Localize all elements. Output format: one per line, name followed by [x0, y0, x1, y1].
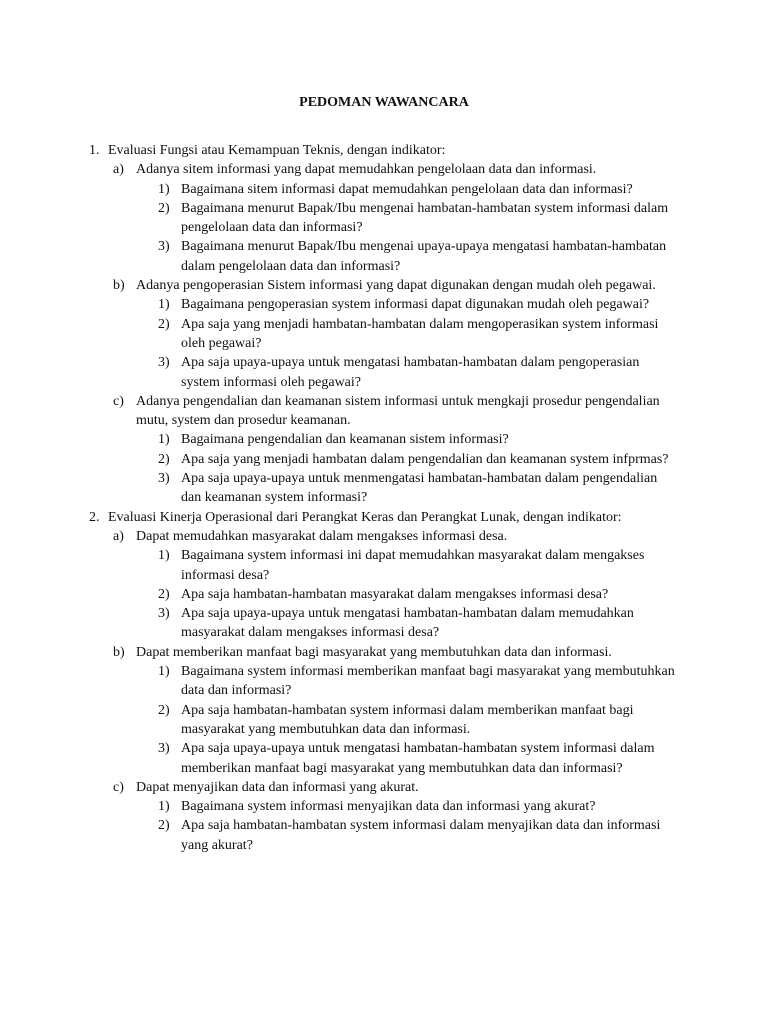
- section-number: 1.: [89, 143, 100, 158]
- question-item: [0, 237, 768, 276]
- question-text: Bagaimana pengendalian dan keamanan sistem informasi?: [181, 432, 509, 448]
- question-item: [0, 739, 768, 778]
- question-item: [0, 295, 768, 314]
- indicator-letter: c): [113, 779, 124, 795]
- question-text: Apa saja upaya-upaya untuk mengatasi hambatan-hambatan system informasi dalam memberikan manfaat bagi masyarakat yang membutuhkan data dan informasi?: [181, 741, 655, 776]
- indicator-item: [0, 527, 768, 546]
- question-item: [0, 430, 768, 449]
- question-number: 1): [158, 548, 170, 564]
- indicator-item: [0, 778, 768, 797]
- section-item: [0, 141, 768, 160]
- question-text: Bagaimana system informasi ini dapat memudahkan masyarakat dalam mengakses informasi desa?: [181, 548, 645, 583]
- question-item: [0, 662, 768, 701]
- question-text: Apa saja upaya-upaya untuk mengatasi hambatan-hambatan dalam memudahkan masyarakat dalam mengakses informasi desa?: [181, 606, 634, 641]
- question-number: 1): [158, 664, 170, 680]
- indicator-text: Adanya pengoperasian Sistem informasi yang dapat digunakan dengan mudah oleh pegawai.: [136, 278, 656, 294]
- question-text: Apa saja yang menjadi hambatan-hambatan dalam mengoperasikan system informasi oleh pegawai?: [181, 316, 659, 351]
- question-text: Apa saja yang menjadi hambatan dalam pengendalian dan keamanan system infprmas?: [181, 451, 669, 467]
- question-number: 3): [158, 606, 170, 622]
- question-number: 1): [158, 297, 170, 313]
- indicator-item: [0, 392, 768, 431]
- question-text: Apa saja hambatan-hambatan system informasi dalam menyajikan data dan informasi yang akurat?: [181, 818, 661, 853]
- indicator-item: [0, 160, 768, 179]
- question-number: 3): [158, 471, 170, 487]
- indicator-letter: b): [113, 278, 125, 294]
- question-number: 2): [158, 451, 170, 467]
- question-item: [0, 199, 768, 238]
- question-text: Bagaimana menurut Bapak/Ibu mengenai upaya-upaya mengatasi hambatan-hambatan dalam pengelolaan data dan informasi?: [181, 239, 667, 274]
- question-item: [0, 353, 768, 392]
- question-item: [0, 585, 768, 604]
- question-item: [0, 469, 768, 508]
- page-title: PEDOMAN WAWANCARA: [299, 95, 469, 110]
- question-number: 1): [158, 432, 170, 448]
- question-item: [0, 546, 768, 585]
- indicator-letter: a): [113, 162, 124, 178]
- question-number: 2): [158, 200, 170, 216]
- question-text: Bagaimana pengoperasian system informasi dapat digunakan mudah oleh pegawai?: [181, 297, 650, 313]
- question-text: Bagaimana sitem informasi dapat memudahkan pengelolaan data dan informasi?: [181, 181, 633, 197]
- question-text: Apa saja upaya-upaya untuk mengatasi hambatan-hambatan dalam pengoperasian system informasi oleh pegawai?: [181, 355, 640, 390]
- indicator-text: Dapat memudahkan masyarakat dalam mengakses informasi desa.: [136, 528, 508, 544]
- question-text: Apa saja hambatan-hambatan system informasi dalam memberikan manfaat bagi masyarakat yang membutuhkan data dan informasi.: [181, 702, 634, 737]
- section-item: [0, 508, 768, 527]
- question-number: 1): [158, 181, 170, 197]
- question-item: [0, 816, 768, 855]
- indicator-text: Dapat memberikan manfaat bagi masyarakat yang membutuhkan data dan informasi.: [136, 644, 612, 660]
- indicator-letter: a): [113, 528, 124, 544]
- question-number: 3): [158, 355, 170, 371]
- indicator-letter: c): [113, 393, 124, 409]
- section-text: Evaluasi Kinerja Operasional dari Perangkat Keras dan Perangkat Lunak, dengan indikator:: [108, 509, 622, 525]
- document-content: [0, 141, 768, 855]
- question-text: Bagaimana system informasi memberikan manfaat bagi masyarakat yang membutuhkan data dan informasi?: [181, 664, 675, 699]
- question-number: 3): [158, 741, 170, 757]
- question-number: 3): [158, 239, 170, 255]
- question-item: [0, 315, 768, 354]
- question-number: 2): [158, 316, 170, 332]
- question-item: [0, 450, 768, 469]
- indicator-text: Dapat menyajikan data dan informasi yang akurat.: [136, 779, 419, 795]
- question-text: Apa saja hambatan-hambatan masyarakat dalam mengakses informasi desa?: [181, 586, 609, 602]
- question-text: Apa saja upaya-upaya untuk menmengatasi hambatan-hambatan dalam pengendalian dan keamanan system informasi?: [181, 471, 658, 506]
- question-item: [0, 797, 768, 816]
- question-number: 1): [158, 799, 170, 815]
- question-item: [0, 180, 768, 199]
- question-number: 2): [158, 702, 170, 718]
- question-item: [0, 604, 768, 643]
- indicator-item: [0, 643, 768, 662]
- section-text: Evaluasi Fungsi atau Kemampuan Teknis, dengan indikator:: [108, 143, 446, 158]
- indicator-item: [0, 276, 768, 295]
- indicator-letter: b): [113, 644, 125, 660]
- question-text: Bagaimana menurut Bapak/Ibu mengenai hambatan-hambatan system informasi dalam pengelolaan data dan informasi?: [181, 200, 669, 236]
- question-item: [0, 701, 768, 740]
- indicator-text: Adanya sitem informasi yang dapat memudahkan pengelolaan data dan informasi.: [136, 162, 597, 178]
- question-number: 2): [158, 818, 170, 834]
- section-number: 2.: [89, 509, 100, 525]
- question-number: 2): [158, 586, 170, 602]
- question-text: Bagaimana system informasi menyajikan data dan informasi yang akurat?: [181, 799, 596, 815]
- indicator-text: Adanya pengendalian dan keamanan sistem informasi untuk mengkaji prosedur pengendalian mutu, system dan prosedur keamanan.: [136, 393, 660, 429]
